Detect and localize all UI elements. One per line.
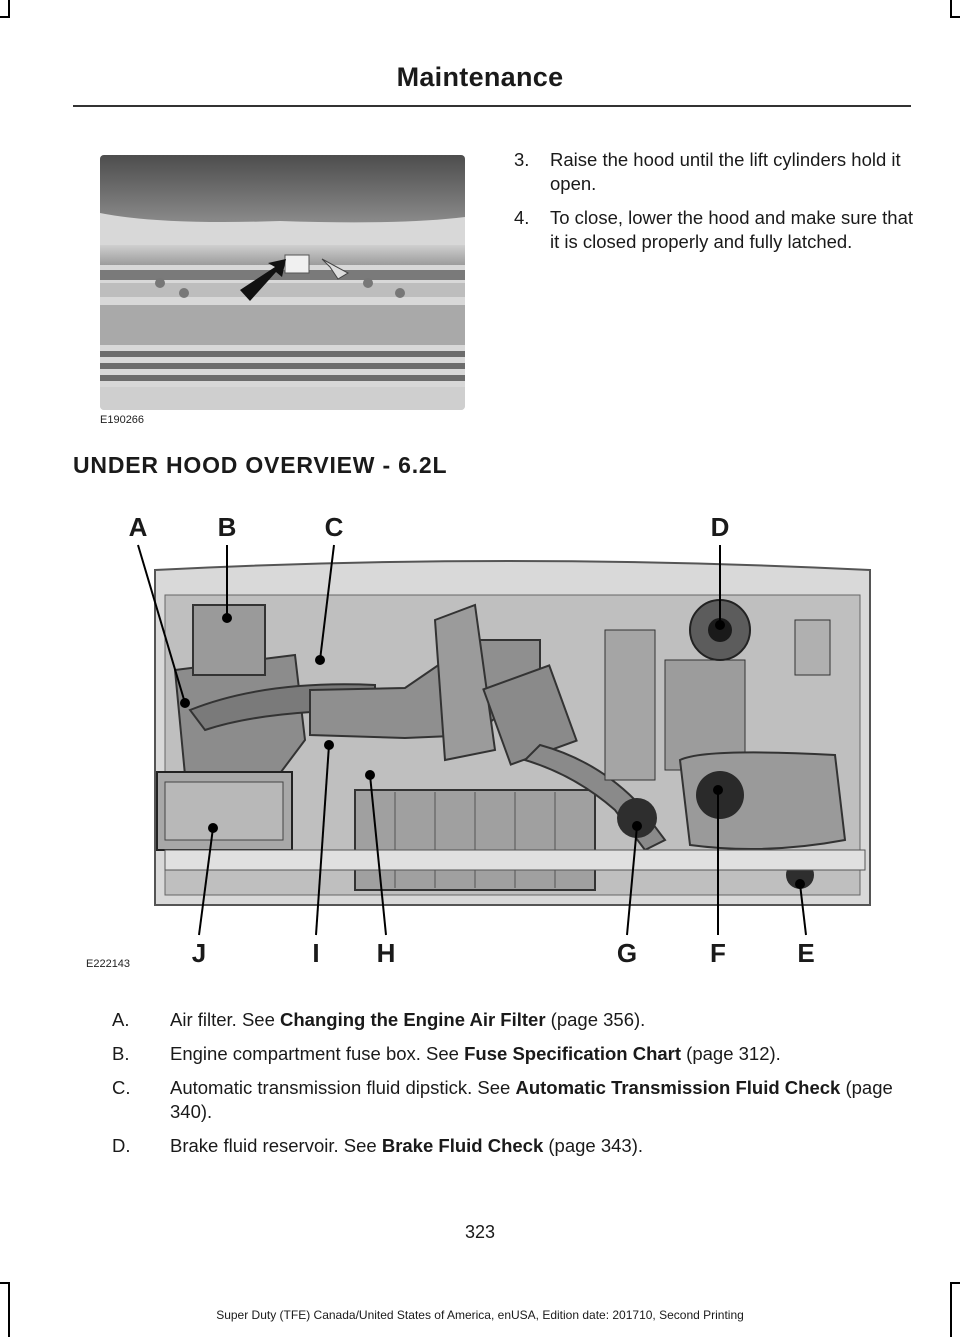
legend-text: Engine compartment fuse box. See (170, 1043, 465, 1064)
step-item (514, 206, 914, 254)
engine-bay-drawing (145, 560, 880, 925)
legend-text: Air filter. See (170, 1009, 281, 1030)
step-text: To close, lower the hood and make sure that it is closed properly and fully latched. (550, 207, 914, 252)
callout-label-g: G (616, 938, 638, 968)
legend-page-ref: (page 340). (170, 1077, 893, 1122)
legend-reference-link[interactable]: Automatic Transmission Fluid Check (515, 1077, 841, 1098)
legend-item (112, 1076, 902, 1124)
legend-reference-link[interactable]: Fuse Specification Chart (464, 1043, 682, 1064)
legend-letter: A. (112, 1009, 130, 1030)
callout-label-d: D (710, 512, 730, 542)
legend-text: Automatic transmission fluid dipstick. See (170, 1077, 516, 1098)
callout-label-a: A (128, 512, 148, 542)
engine-bay-illustration (145, 560, 880, 925)
hood-latch-illustration (100, 155, 465, 410)
legend-letter: D. (112, 1135, 131, 1156)
crop-mark (0, 16, 10, 18)
callout-label-i: I (312, 938, 320, 968)
step-number: 3. (514, 149, 530, 170)
callout-label-c: C (324, 512, 344, 542)
callout-label-e: E (797, 938, 815, 968)
legend-item (112, 1042, 902, 1066)
figure-code: E222143 (86, 958, 131, 970)
crop-mark (950, 1282, 960, 1284)
header-divider (73, 105, 911, 107)
legend-reference-link[interactable]: Brake Fluid Check (381, 1135, 544, 1156)
procedure-steps (514, 148, 914, 264)
step-item (514, 148, 914, 196)
crop-mark (0, 1282, 10, 1284)
page-footer: Super Duty (TFE) Canada/United States of America, enUSA, Edition date: 201710, Second Printing (216, 1308, 744, 1322)
legend-reference-link[interactable]: Changing the Engine Air Filter (280, 1009, 546, 1030)
callout-label-b: B (217, 512, 237, 542)
step-number: 4. (514, 207, 530, 228)
crop-mark (950, 16, 960, 18)
figure-code: E190266 (100, 414, 145, 426)
legend-letter: C. (112, 1077, 131, 1098)
legend-item (112, 1008, 902, 1032)
legend-page-ref: (page 356). (545, 1009, 646, 1030)
callout-label-f: F (710, 938, 726, 968)
legend-text: Brake fluid reservoir. See (170, 1135, 382, 1156)
component-legend (112, 1008, 902, 1168)
legend-letter: B. (112, 1043, 130, 1064)
hood-latch-drawing (100, 155, 465, 410)
step-text: Raise the hood until the lift cylinders hold it open. (550, 149, 901, 194)
page-header-title: Maintenance (396, 62, 564, 92)
legend-page-ref: (page 343). (543, 1135, 644, 1156)
page-number: 323 (464, 1222, 496, 1242)
callout-label-h: H (376, 938, 396, 968)
legend-page-ref: (page 312). (681, 1043, 781, 1064)
legend-item (112, 1134, 902, 1158)
section-heading: UNDER HOOD OVERVIEW - 6.2L (73, 452, 448, 478)
callout-label-j: J (191, 938, 207, 968)
